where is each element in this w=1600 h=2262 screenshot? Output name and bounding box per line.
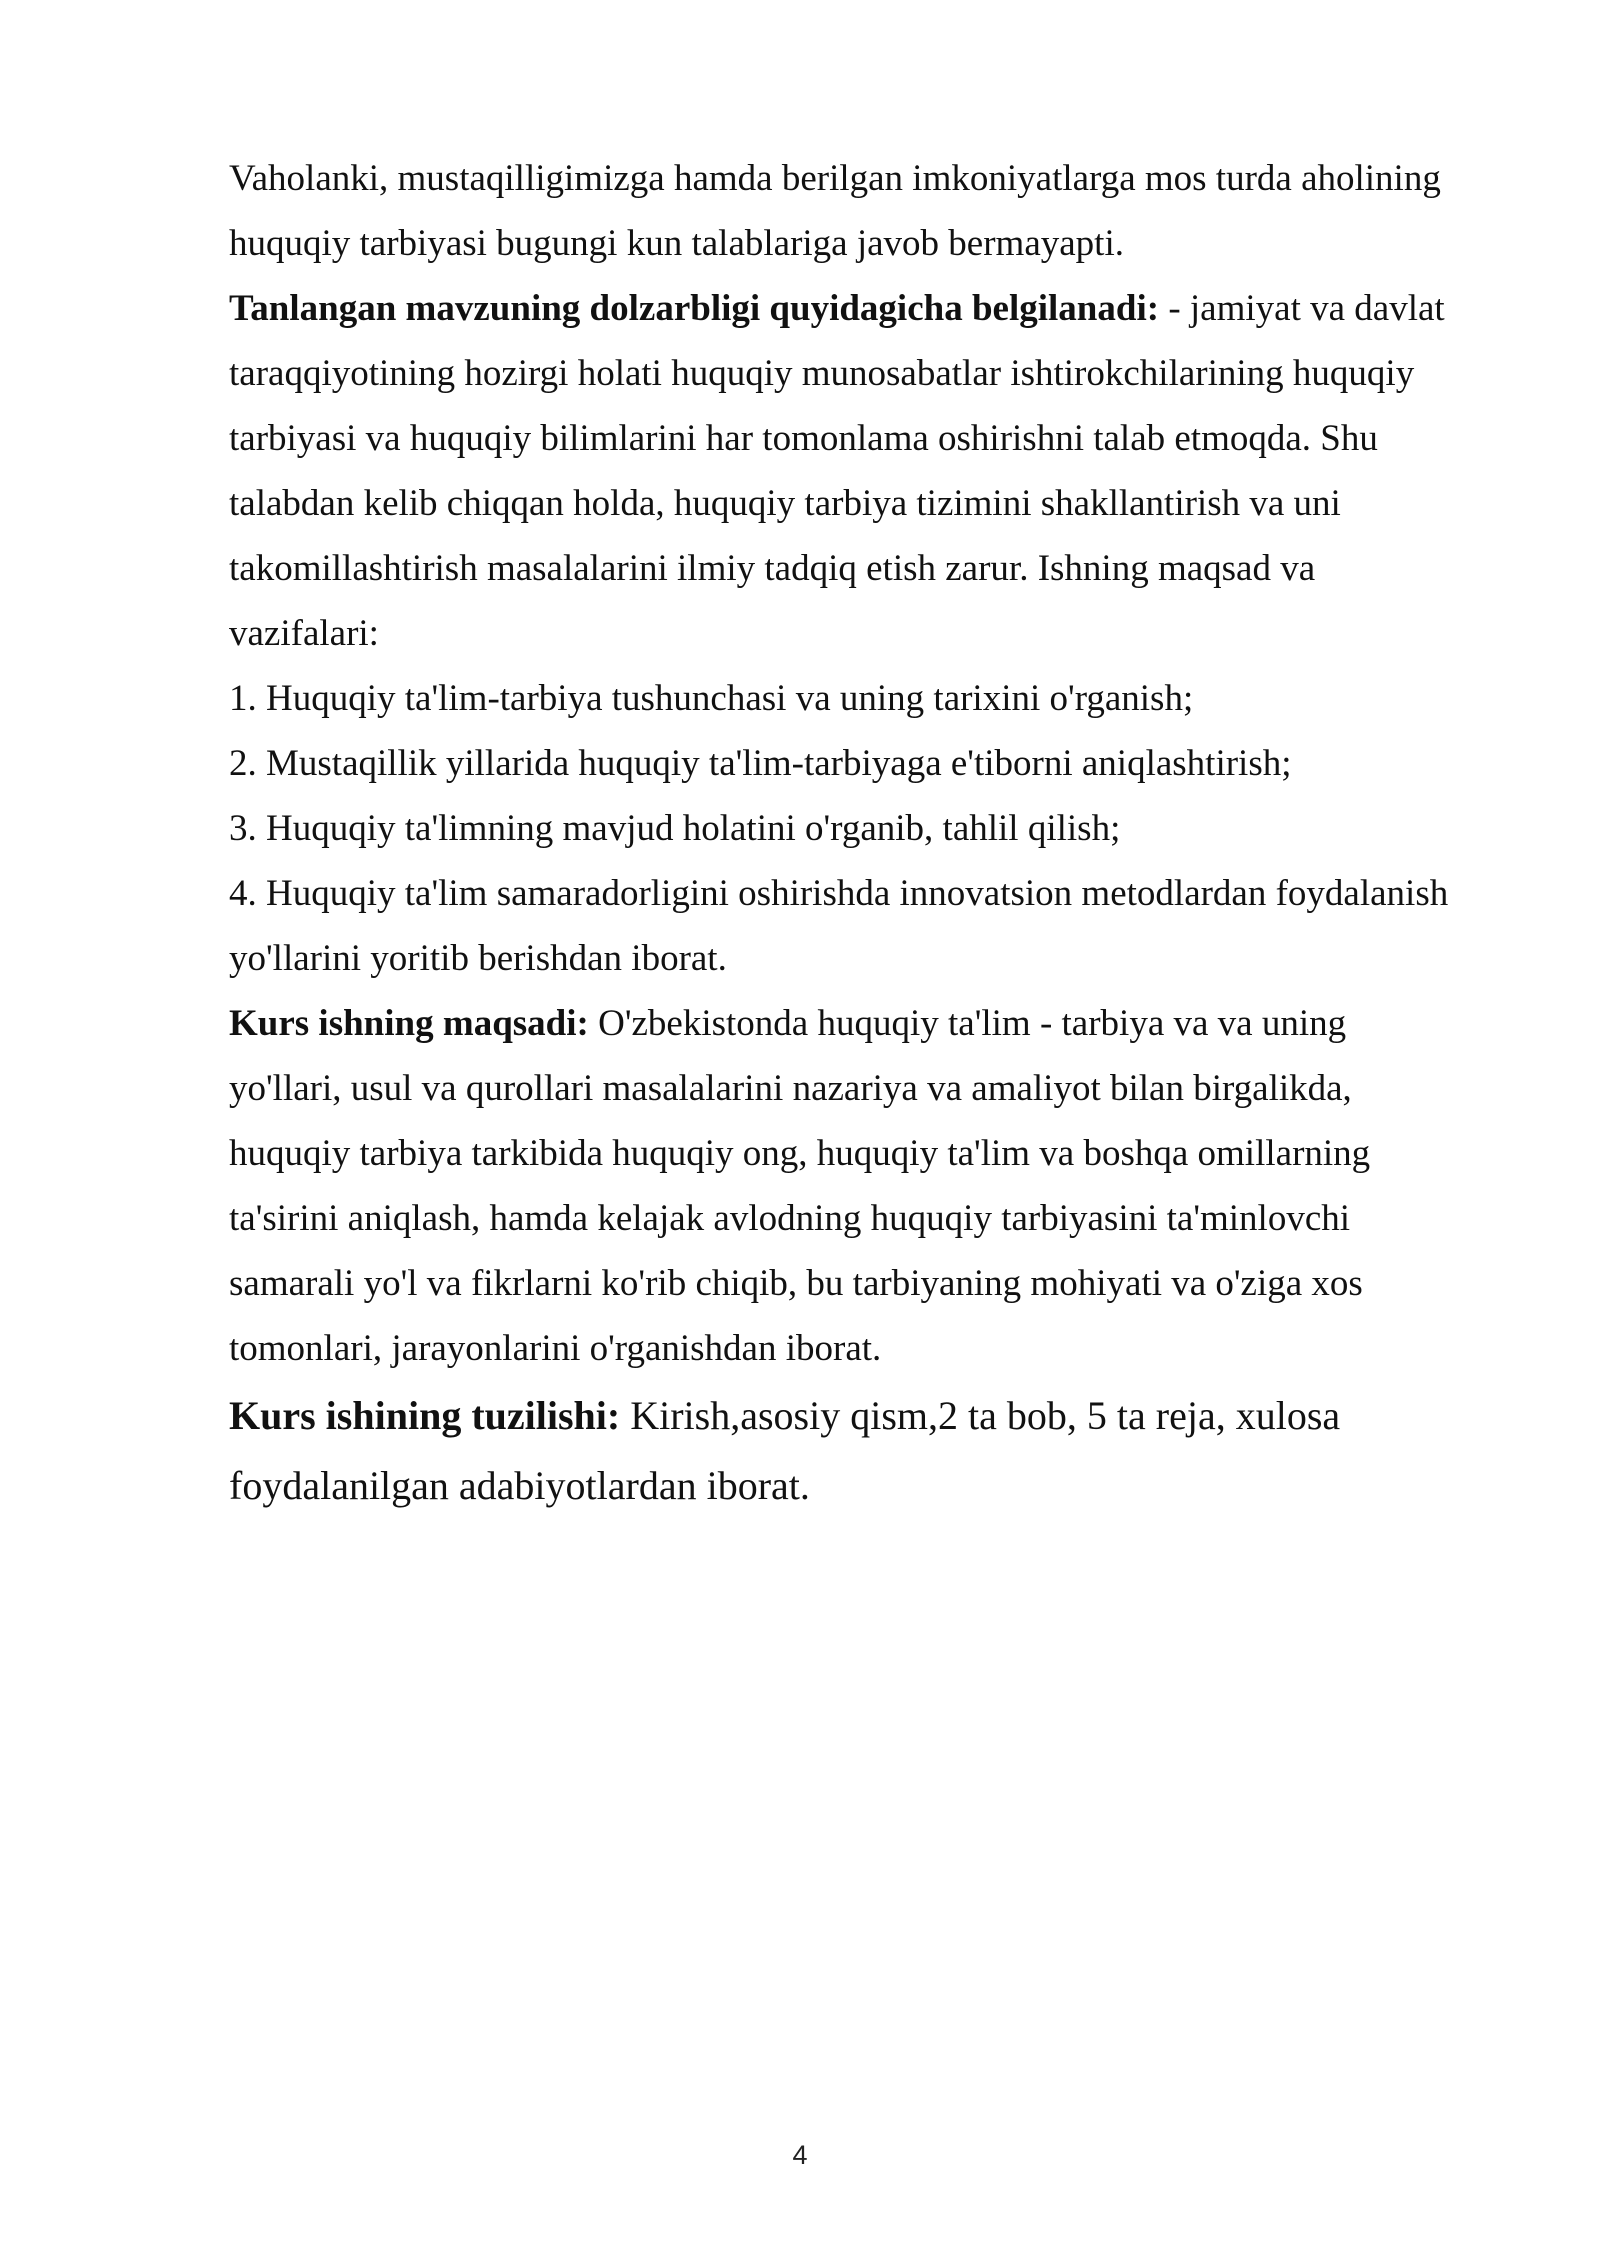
- text-line: yo'llari, usul va qurollari masalalarini nazariya va amaliyot bilan birgalikda,: [229, 1068, 1352, 1109]
- text-line: samarali yo'l va fikrlarni ko'rib chiqib, bu tarbiyaning mohiyati va o'ziga xos: [229, 1263, 1363, 1304]
- text-run: O'zbekistonda huquqiy ta'lim - tarbiya va va uning: [588, 1003, 1347, 1044]
- text-line: huquqiy tarbiya tarkibida huquqiy ong, huquqiy ta'lim va boshqa omillarning: [229, 1133, 1371, 1174]
- body-text: [229, 146, 1489, 1521]
- text-line: takomillashtirish masalalarini ilmiy tadqiq etish zarur. Ishning maqsad va: [229, 548, 1316, 589]
- page-number: 4: [792, 2140, 808, 2170]
- text-line: [229, 1381, 1489, 1451]
- text-line: [229, 276, 1489, 341]
- section-heading-relevance: Tanlangan mavzuning dolzarbligi quyidagicha belgilanadi:: [229, 288, 1160, 329]
- text-line: vazifalari:: [229, 613, 379, 654]
- text-line: yo'llarini yoritib berishdan iborat.: [229, 938, 727, 979]
- list-item: 3. Huquqiy ta'limning mavjud holatini o'rganib, tahlil qilish;: [229, 808, 1121, 849]
- list-item: 2. Mustaqillik yillarida huquqiy ta'lim-tarbiyaga e'tiborni aniqlashtirish;: [229, 743, 1292, 784]
- text-line: huquqiy tarbiyasi bugungi kun talablariga javob bermayapti.: [229, 223, 1124, 264]
- text-line: [229, 991, 1489, 1056]
- text-line: tomonlari, jarayonlarini o'rganishdan iborat.: [229, 1328, 882, 1369]
- text-line: tarbiyasi va huquqiy bilimlarini har tomonlama oshirishni talab etmoqda. Shu: [229, 418, 1378, 459]
- text-line: Vaholanki, mustaqilligimizga hamda berilgan imkoniyatlarga mos turda aholining: [229, 158, 1441, 199]
- list-item: 4. Huquqiy ta'lim samaradorligini oshirishda innovatsion metodlardan foydalanish: [229, 873, 1449, 914]
- list-item: 1. Huquqiy ta'lim-tarbiya tushunchasi va uning tarixini o'rganish;: [229, 678, 1194, 719]
- text-run: Kirish,asosiy qism,2 ta bob, 5 ta reja, xulosa: [620, 1393, 1341, 1438]
- section-heading-structure: Kurs ishining tuzilishi:: [229, 1393, 621, 1438]
- text-line: talabdan kelib chiqqan holda, huquqiy tarbiya tizimini shakllantirish va uni: [229, 483, 1341, 524]
- text-run: - jamiyat va davlat: [1159, 288, 1445, 329]
- text-line: ta'sirini aniqlash, hamda kelajak avlodning huquqiy tarbiyasini ta'minlovchi: [229, 1198, 1351, 1239]
- text-line: foydalanilgan adabiyotlardan iborat.: [229, 1463, 810, 1508]
- text-line: taraqqiyotining hozirgi holati huquqiy munosabatlar ishtirokchilarining huquqiy: [229, 353, 1415, 394]
- section-heading-goal: Kurs ishning maqsadi:: [229, 1003, 589, 1044]
